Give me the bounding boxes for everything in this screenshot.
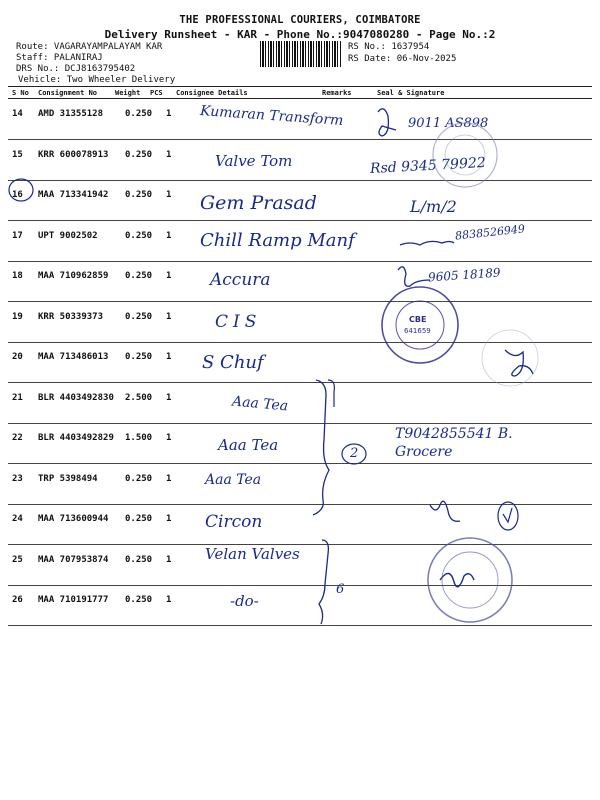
hw-consignee-15: Valve Tom bbox=[215, 152, 293, 170]
coimbatore-stamp bbox=[433, 123, 497, 187]
row-pcs: 1 bbox=[166, 311, 172, 322]
row-pcs: 1 bbox=[166, 554, 172, 565]
remarks-bracket-2 bbox=[319, 540, 328, 624]
row-sno: 15 bbox=[12, 149, 23, 160]
row-sno: 26 bbox=[12, 595, 23, 605]
check-mark-24 bbox=[503, 508, 512, 522]
row-weight: 0.250 bbox=[125, 271, 153, 281]
runsheet-title: Delivery Runsheet - KAR - Phone No.:9047080280 - Page No.:2 bbox=[104, 28, 496, 41]
row-sno: 16 bbox=[12, 190, 23, 200]
hw-consignee-26: -do- bbox=[230, 592, 259, 610]
hw-consignee-18: Accura bbox=[210, 270, 271, 290]
hw-signature-15: Rsd 9345 79922 bbox=[369, 154, 487, 178]
row-16-circle-mark bbox=[9, 179, 33, 201]
row-weight: 1.500 bbox=[125, 433, 153, 443]
row-pcs: 1 bbox=[166, 595, 172, 605]
company-title: THE PROFESSIONAL COURIERS, COIMBATORE bbox=[179, 14, 421, 26]
row-consignment-no: MAA 713600944 bbox=[38, 514, 109, 524]
hw-consignee-14: Kumaran Transform bbox=[199, 103, 344, 129]
row-pcs: 1 bbox=[166, 149, 172, 160]
vehicle-text: Vehicle: Two Wheeler Delivery bbox=[18, 75, 176, 85]
svg-text:CBE: CBE bbox=[409, 315, 427, 324]
row-consignment-no: AMD 31355128 bbox=[38, 109, 104, 119]
row-sno: 25 bbox=[12, 554, 23, 565]
row-pcs: 1 bbox=[166, 352, 172, 362]
hw-consignee-20: S Chuf bbox=[202, 352, 264, 373]
remarks-count-mark-2: 6 bbox=[336, 582, 345, 597]
cbe-stamp bbox=[382, 287, 458, 363]
row-pcs: 1 bbox=[166, 514, 172, 524]
row-pcs: 1 bbox=[166, 473, 172, 484]
signature-squiggle-24 bbox=[430, 501, 460, 521]
row-weight: 0.250 bbox=[125, 311, 153, 322]
drs-number: DRS No.: DCJ8163795402 bbox=[16, 64, 136, 74]
row-pcs: 1 bbox=[166, 230, 172, 241]
row-sno: 22 bbox=[12, 433, 23, 443]
row-consignment-no: BLR 4403492829 bbox=[38, 433, 114, 443]
signature-squiggle-14 bbox=[378, 109, 396, 136]
row-consignment-no: MAA 713341942 bbox=[38, 190, 109, 200]
signature-squiggle-18 bbox=[398, 267, 430, 286]
remarks-count-mark: 2 bbox=[350, 446, 359, 461]
staff-text: Staff: PALANIRAJ bbox=[16, 53, 103, 63]
row-consignment-no: UPT 9002502 bbox=[38, 230, 98, 241]
row-weight: 0.250 bbox=[125, 554, 153, 565]
signature-squiggle-17 bbox=[400, 241, 454, 245]
row-consignment-no: KRR 50339373 bbox=[38, 311, 104, 322]
rs-date: RS Date: 06-Nov-2025 bbox=[348, 54, 457, 64]
row-pcs: 1 bbox=[166, 109, 172, 119]
row-weight: 0.250 bbox=[125, 514, 153, 524]
row-sno: 20 bbox=[12, 352, 23, 362]
row-sno: 18 bbox=[12, 271, 23, 281]
row-consignment-no: KRR 600078913 bbox=[38, 149, 109, 160]
col-remarks: Remarks bbox=[322, 89, 352, 97]
row-consignment-no: MAA 707953874 bbox=[38, 554, 109, 565]
col-pcs: PCS bbox=[150, 89, 163, 97]
faint-stamp-20 bbox=[482, 330, 538, 386]
row-weight: 0.250 bbox=[125, 595, 153, 605]
remarks-count-circle bbox=[342, 444, 366, 464]
remarks-bracket-1 bbox=[313, 380, 329, 515]
row-weight: 0.250 bbox=[125, 109, 153, 119]
hw-consignee-17: Chill Ramp Manf bbox=[200, 230, 355, 251]
hw-signature-14: 9011 AS898 bbox=[408, 116, 489, 131]
hw-signature-16: L/m/2 bbox=[410, 197, 457, 216]
row-pcs: 1 bbox=[166, 392, 172, 403]
row-sno: 23 bbox=[12, 473, 23, 484]
signature-squiggle-25 bbox=[440, 573, 474, 586]
hw-consignee-22: Aaa Tea bbox=[218, 436, 279, 454]
row-consignment-no: BLR 4403492830 bbox=[38, 392, 114, 403]
rs-number: RS No.: 1637954 bbox=[348, 42, 430, 52]
route-text: Route: VAGARAYAMPALAYAM KAR bbox=[16, 42, 163, 52]
hw-consignee-23: Aaa Tea bbox=[205, 472, 262, 488]
row-consignment-no: TRP 5398494 bbox=[38, 473, 98, 484]
hw-signature-18: 9605 18189 bbox=[427, 265, 501, 285]
row-sno: 17 bbox=[12, 230, 23, 241]
row-sno: 21 bbox=[12, 392, 23, 403]
svg-text:641659: 641659 bbox=[404, 327, 431, 335]
hw-consignee-19: CIS bbox=[215, 312, 262, 332]
hw-consignee-16: Gem Prasad bbox=[200, 192, 317, 214]
check-circle-24 bbox=[498, 502, 518, 530]
remarks-bracket-1-b bbox=[328, 380, 334, 407]
row-consignment-no: MAA 713486013 bbox=[38, 352, 109, 362]
hw-consignee-21: Aaa Tea bbox=[231, 393, 289, 415]
row-consignment-no: MAA 710191777 bbox=[38, 595, 109, 605]
row-weight: 0.250 bbox=[125, 352, 153, 362]
col-weight: Weight bbox=[115, 89, 141, 97]
row-weight: 0.250 bbox=[125, 190, 153, 200]
row-pcs: 1 bbox=[166, 433, 172, 443]
row-weight: 0.250 bbox=[125, 149, 153, 160]
hw-consignee-24: Circon bbox=[205, 512, 263, 532]
hw-consignee-25: Velan Valves bbox=[205, 545, 300, 563]
col-consignee: Consignee Details bbox=[176, 89, 248, 97]
row-sno: 24 bbox=[12, 514, 23, 524]
signature-squiggle-20 bbox=[505, 350, 533, 376]
hw-signature-17: 8838526949 bbox=[454, 222, 526, 243]
col-sno: S No bbox=[12, 89, 29, 97]
hw-signature-22: T9042855541 B. Grocere bbox=[395, 426, 513, 460]
col-seal: Seal & Signature bbox=[377, 89, 445, 97]
row-pcs: 1 bbox=[166, 271, 172, 281]
row-sno: 19 bbox=[12, 311, 23, 322]
row-pcs: 1 bbox=[166, 190, 172, 200]
row-weight: 2.500 bbox=[125, 392, 153, 403]
row-weight: 0.250 bbox=[125, 230, 153, 241]
row-weight: 0.250 bbox=[125, 473, 153, 484]
row-sno: 14 bbox=[12, 109, 23, 119]
col-consignment: Consignment No bbox=[38, 89, 98, 97]
row-consignment-no: MAA 710962859 bbox=[38, 271, 109, 281]
